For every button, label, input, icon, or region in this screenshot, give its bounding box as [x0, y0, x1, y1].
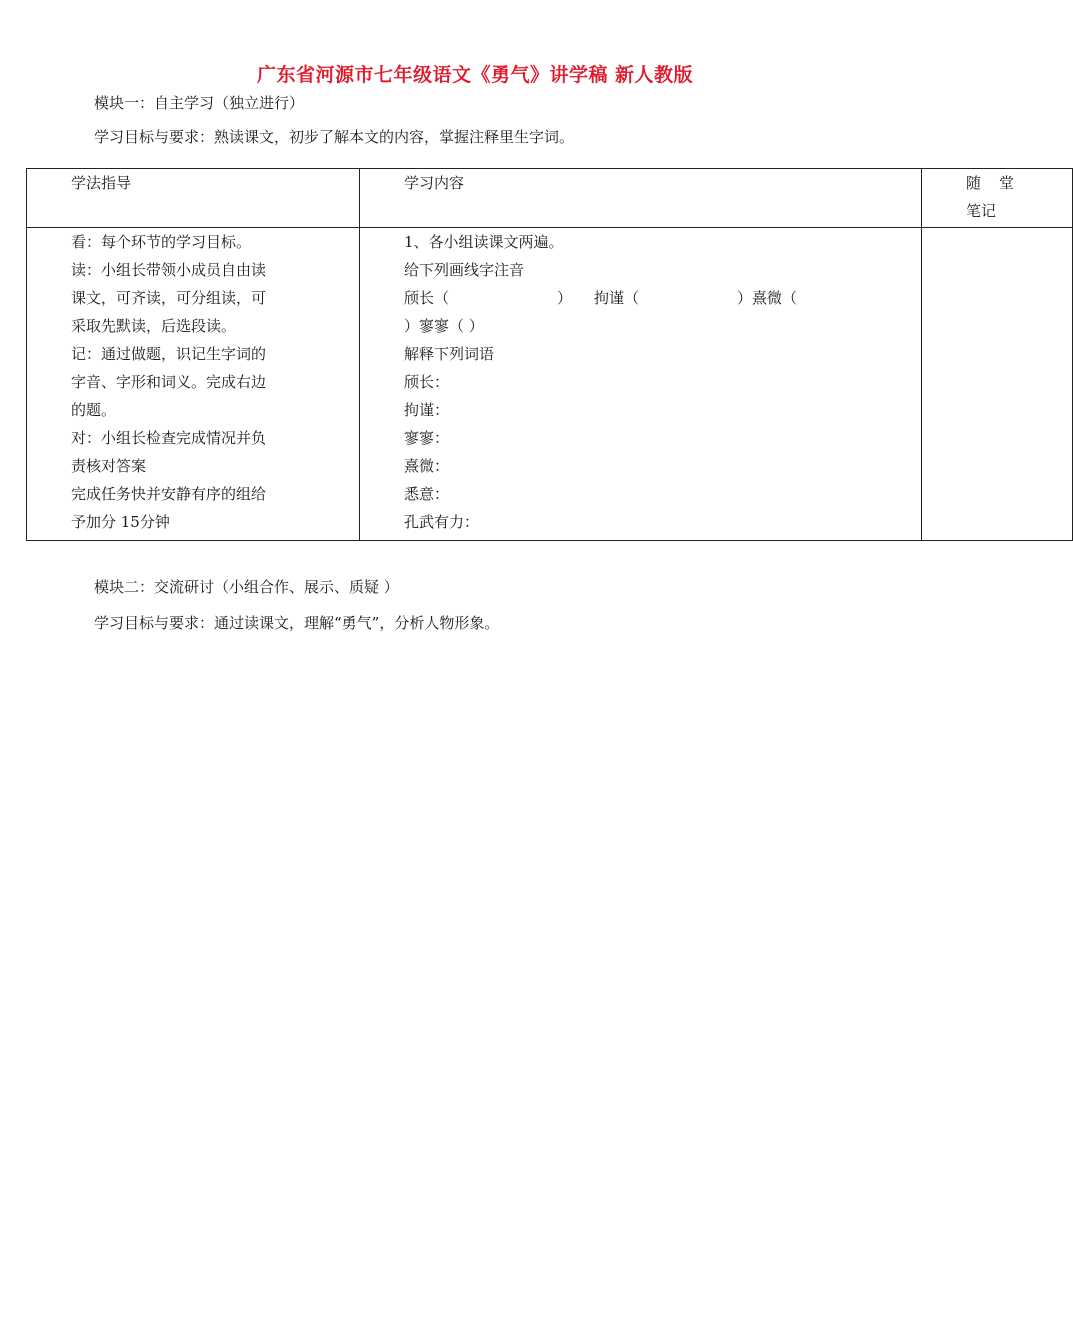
pinyin-word-1: 颀长（ — [404, 289, 450, 307]
guide-line: 责核对答案 — [71, 457, 147, 475]
guide-line: 的题。 — [71, 401, 117, 419]
header-content — [360, 169, 922, 228]
header-content-label: 学习内容 — [404, 174, 465, 192]
content-cell — [360, 228, 922, 541]
pinyin-close-1: ） — [557, 289, 573, 307]
term-line: 悉意： — [404, 485, 450, 503]
module1-goal: 学习目标与要求：熟读课文，初步了解本文的内容，掌握注释里生字词。 — [94, 128, 575, 146]
guide-line: 读：小组长带领小成员自由读 — [71, 261, 267, 279]
header-guide — [27, 169, 360, 228]
guide-line: 看：每个环节的学习目标。 — [71, 233, 252, 251]
explain-prompt: 解释下列词语 — [404, 345, 495, 363]
pinyin-prompt: 给下列画线字注音 — [404, 261, 525, 279]
study-table — [26, 168, 1073, 541]
guide-line: 予加分 15分钟 — [71, 513, 170, 531]
header-notes — [922, 169, 1073, 228]
content-item-1: 1、各小组读课文两遍。 — [404, 233, 564, 251]
guide-line: 记：通过做题，识记生字词的 — [71, 345, 267, 363]
notes-cell — [922, 228, 1073, 541]
page-title: 广东省河源市七年级语文《勇气》讲学稿 新人教版 — [256, 64, 694, 86]
guide-line: 完成任务快并安静有序的组给 — [71, 485, 267, 503]
header-notes-label: 笔记 — [966, 202, 997, 220]
term-line: 孔武有力： — [404, 513, 480, 531]
guide-cell — [27, 228, 360, 541]
guide-line: 字音、字形和词义。完成右边 — [71, 373, 267, 391]
table-header-row — [27, 169, 1073, 228]
pinyin-word-3: ）熹微（ — [737, 289, 798, 307]
term-line: 拘谨： — [404, 401, 450, 419]
term-line: 颀长： — [404, 373, 450, 391]
guide-line: 对：小组长检查完成情况并负 — [71, 429, 267, 447]
table-body-row — [27, 228, 1073, 541]
term-line: 熹微： — [404, 457, 450, 475]
guide-line: 采取先默读，后选段读。 — [71, 317, 237, 335]
pinyin-line-1 — [404, 284, 913, 312]
header-notes-char-1: 随 — [966, 174, 982, 192]
term-line: 寥寥： — [404, 429, 450, 447]
pinyin-line-2: ）寥寥（ ） — [404, 317, 484, 335]
module2-heading: 模块二：交流研讨（小组合作、展示、质疑 ） — [94, 578, 399, 596]
module2-goal: 学习目标与要求：通过读课文，理解“勇气”，分析人物形象。 — [94, 614, 500, 632]
guide-line: 课文，可齐读，可分组读，可 — [71, 289, 267, 307]
header-notes-char-2: 堂 — [998, 174, 1014, 192]
module1-heading: 模块一：自主学习（独立进行） — [94, 94, 305, 112]
pinyin-word-2: 拘谨（ — [594, 289, 640, 307]
header-guide-label: 学法指导 — [71, 174, 132, 192]
